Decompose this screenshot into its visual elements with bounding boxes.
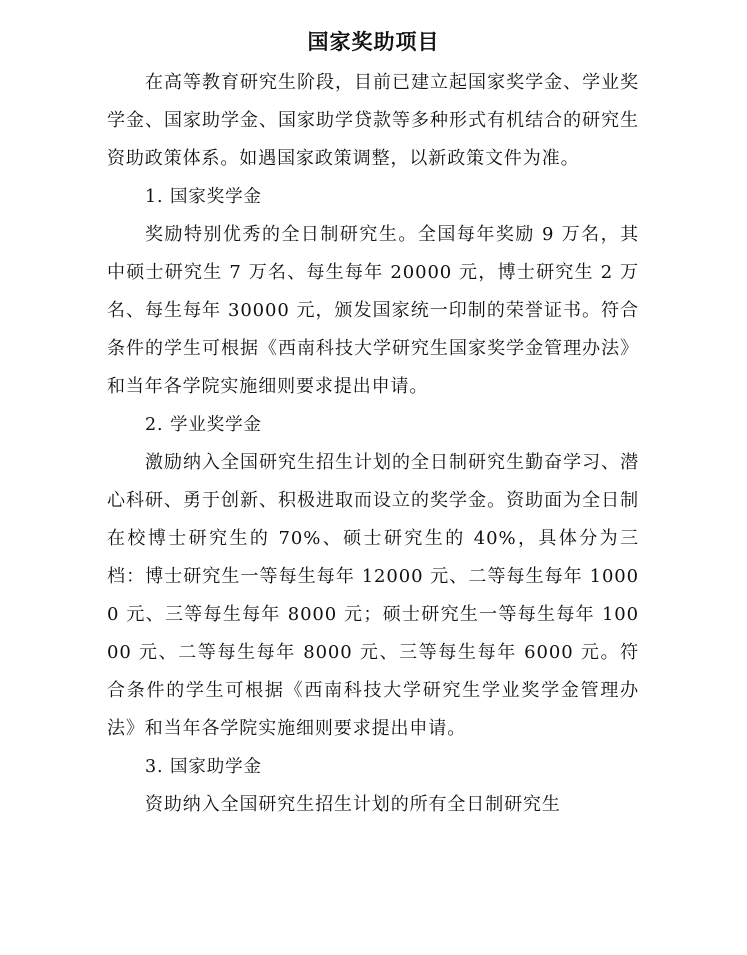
section-body-academic-scholarship: 激励纳入全国研究生招生计划的全日制研究生勤奋学习、潜心科研、勇于创新、积极进取而设立的奖学金。资助面为全日制在校博士研究生的 70%、硕士研究生的 40%，具体分为三档：博士研究生一等每生每年 12000 元、二等每生每年 10000 元、三等每生每年 8000 元；硕士研究生一等每生每年 10000 元、二等每生每年 8000 元、三等每生每年 6000 元。符合条件的学生可根据《西南科技大学研究生学业奖学金管理办法》和当年各学院实施细则要求提出申请。 bbox=[107, 452, 639, 739]
page-title: 国家奖助项目 bbox=[307, 30, 440, 54]
document-body bbox=[107, 64, 639, 824]
section-body-national-grant: 资助纳入全国研究生招生计划的所有全日制研究生 bbox=[145, 794, 561, 815]
section-heading-national-grant: 3. 国家助学金 bbox=[145, 757, 262, 777]
intro-paragraph: 在高等教育研究生阶段，目前已建立起国家奖学金、学业奖学金、国家助学金、国家助学贷款等多种形式有机结合的研究生资助政策体系。如遇国家政策调整，以新政策文件为准。 bbox=[107, 72, 639, 169]
section-heading-academic-scholarship: 2. 学业奖学金 bbox=[145, 415, 262, 435]
section-body-national-scholarship: 奖励特别优秀的全日制研究生。全国每年奖励 9 万名，其中硕士研究生 7 万名、每生每年 20000 元，博士研究生 2 万名、每生每年 30000 元，颁发国家统一印制的荣誉证书。符合条件的学生可根据《西南科技大学研究生国家奖学金管理办法》和当年各学院实施细则要求提出申请。 bbox=[107, 224, 639, 397]
section-heading-national-scholarship: 1. 国家奖学金 bbox=[145, 187, 262, 207]
